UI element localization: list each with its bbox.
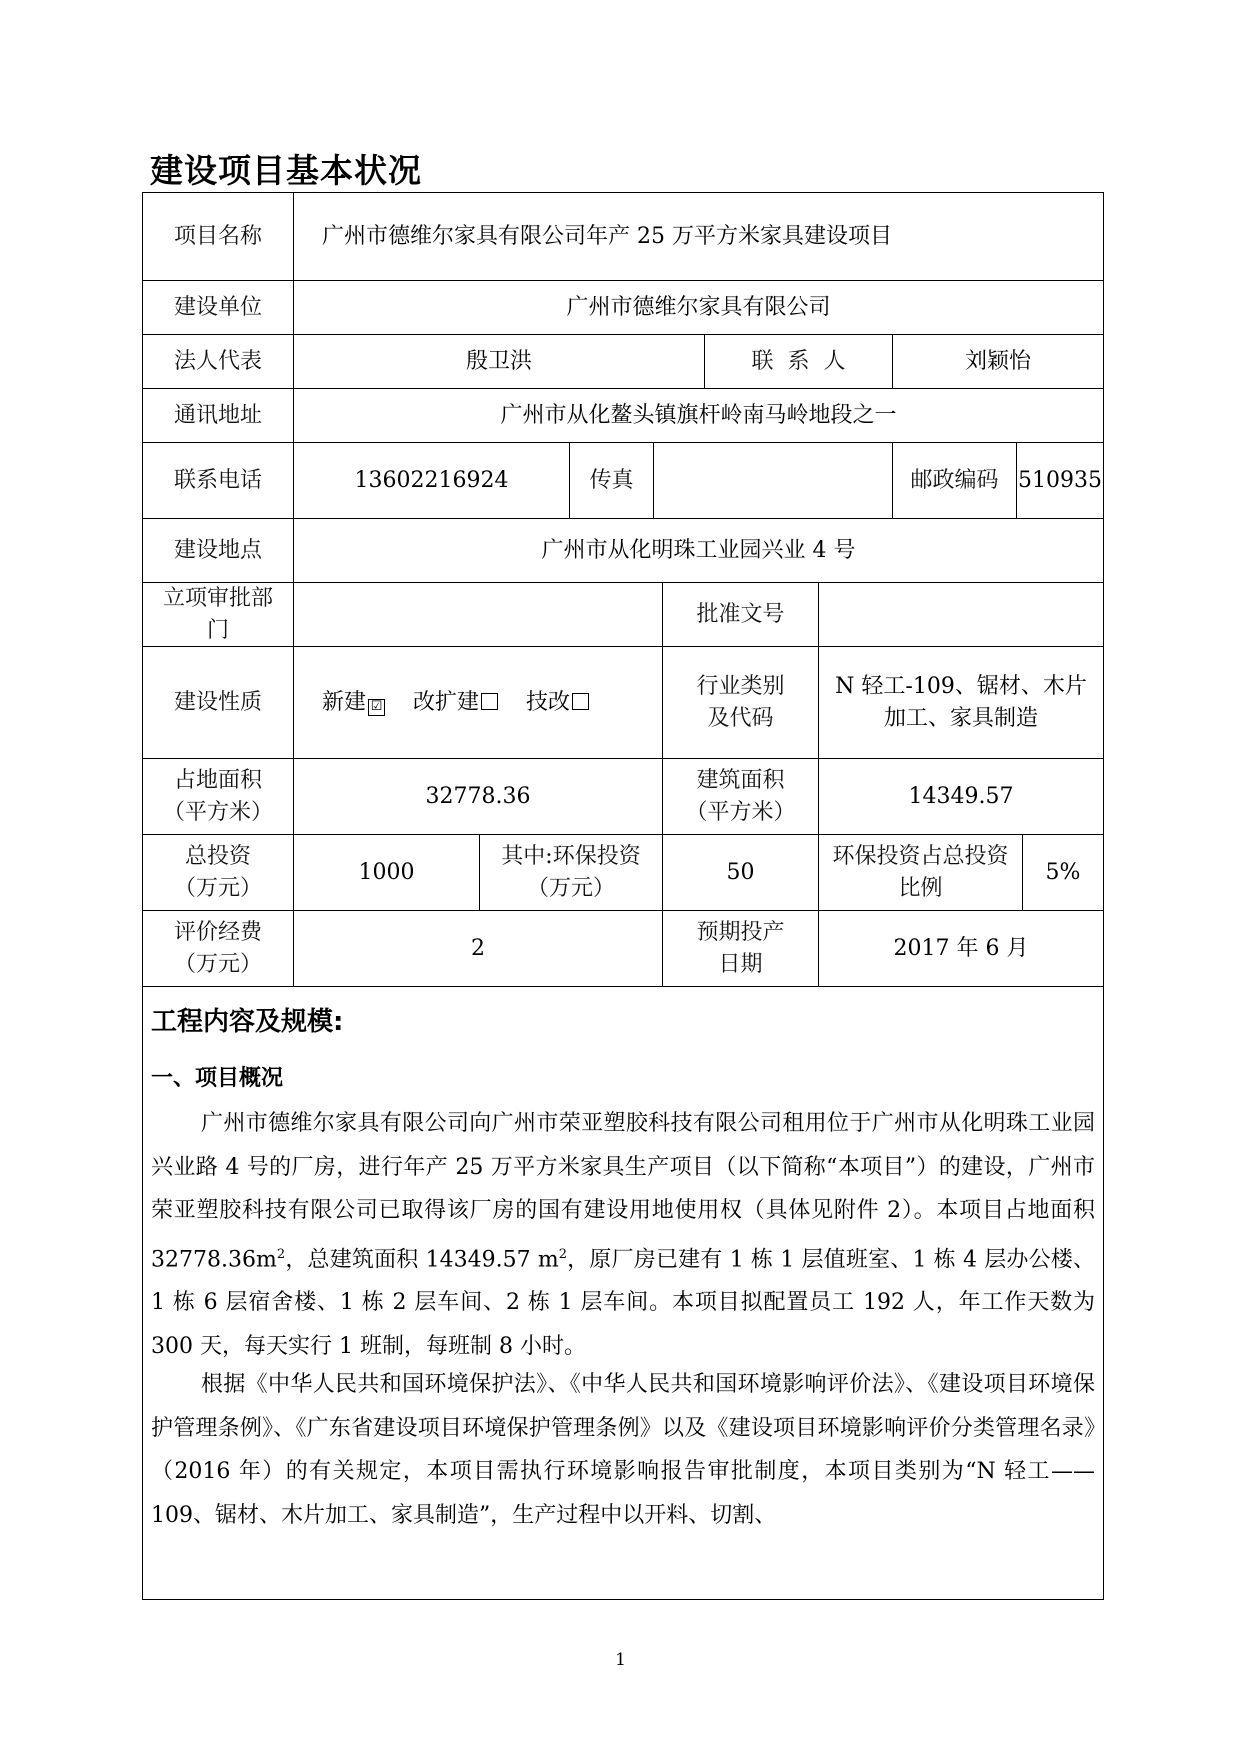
paragraph-overview <box>151 1102 1095 1368</box>
phone-value: 13602216924 <box>294 443 570 518</box>
env-investment-label: 其中:环保投资（万元） <box>480 835 663 910</box>
production-date-label: 预期投产日期 <box>663 911 819 986</box>
row-approval <box>143 583 1103 647</box>
postcode-value: 510935 <box>1018 467 1102 493</box>
row-builder <box>143 281 1103 335</box>
overview-text-a: 广州市德维尔家具有限公司向广州市荣亚塑胶科技有限公司租用位于广州市从化明珠工业园兴业路 4 号的厂房，进行年产 25 万平方米家具生产项目（以下简称“本项目”）的建设，广州市荣亚塑胶科技有限公司已取得该厂房的国有建设用地使用权（具体见附件 2）。本项目占地面积 32778.36m <box>151 1111 1095 1272</box>
building-area-label: 建筑面积（平方米） <box>663 759 819 834</box>
page-number: 1 <box>615 1650 626 1670</box>
building-area-value: 14349.57 <box>908 783 1014 809</box>
investment-label: 总投资（万元） <box>143 835 294 910</box>
row-address <box>143 389 1103 443</box>
address-label: 通讯地址 <box>143 389 294 442</box>
postcode-label: 邮政编码 <box>893 443 1017 518</box>
nature-label: 建设性质 <box>143 647 294 758</box>
option-new-checkbox[interactable]: ☑ <box>368 699 385 716</box>
option-tech[interactable] <box>526 687 589 719</box>
content-heading: 工程内容及规模: <box>151 1007 344 1037</box>
project-info-form <box>142 192 1104 1600</box>
paragraph-regulations: 根据《中华人民共和国环境保护法》、《中华人民共和国环境影响评价法》、《建设项目环境保护管理条例》、《广东省建设项目环境保护管理条例》以及《建设项目环境影响评价分类管理名录》（2016 年）的有关规定，本项目需执行环境影响报告审批制度，本项目类别为“N 轻工——109、锯材、木片加工、家具制造”，生产过程中以开料、切割、 <box>151 1372 1095 1528</box>
approval-doc-label: 批准文号 <box>663 583 819 646</box>
approval-label: 立项审批部门 <box>143 583 294 646</box>
fax-label: 传真 <box>570 443 654 518</box>
overview-text-b: ，总建筑面积 14349.57 m <box>285 1246 559 1272</box>
industry-value: N 轻工-109、锯材、木片加工、家具制造 <box>835 673 1087 731</box>
option-tech-checkbox[interactable] <box>572 693 589 710</box>
row-legal-rep <box>143 335 1103 389</box>
production-date-value: 2017 年 6 月 <box>893 935 1029 961</box>
env-ratio-label: 环保投资占总投资比例 <box>819 835 1023 910</box>
option-expand[interactable] <box>413 687 498 719</box>
fee-value: 2 <box>294 911 663 986</box>
approval-doc-value <box>819 583 1103 646</box>
row-project-name <box>143 193 1103 281</box>
phone-label: 联系电话 <box>143 443 294 518</box>
option-expand-label: 改扩建 <box>413 689 480 715</box>
row-investment <box>143 835 1103 911</box>
env-ratio-value: 5% <box>1045 859 1081 885</box>
address-value: 广州市从化鳌头镇旗杆岭南马岭地段之一 <box>500 402 897 428</box>
fee-label: 评价经费（万元） <box>143 911 294 986</box>
project-name-label: 项目名称 <box>143 193 294 280</box>
section-heading: 一、项目概况 <box>151 1066 284 1091</box>
contact-value: 刘颖怡 <box>964 348 1031 374</box>
fax-value <box>654 443 893 518</box>
legal-rep-label: 法人代表 <box>143 335 294 388</box>
page-title: 建设项目基本状况 <box>150 151 422 190</box>
legal-rep-value: 殷卫洪 <box>294 335 705 388</box>
option-expand-checkbox[interactable] <box>481 693 498 710</box>
approval-value <box>294 583 663 646</box>
project-name-value: 广州市德维尔家具有限公司年产 25 万平方米家具建设项目 <box>322 223 892 249</box>
site-label: 建设地点 <box>143 519 294 582</box>
land-area-label: 占地面积（平方米） <box>143 759 294 834</box>
builder-value: 广州市德维尔家具有限公司 <box>566 294 831 320</box>
row-phone <box>143 443 1103 519</box>
superscript-unit-a: 2 <box>276 1246 286 1262</box>
site-value: 广州市从化明珠工业园兴业 4 号 <box>541 537 856 563</box>
superscript-unit-b: 2 <box>558 1246 567 1262</box>
row-land <box>143 759 1103 835</box>
row-fee <box>143 911 1103 987</box>
builder-label: 建设单位 <box>143 281 294 334</box>
option-new[interactable] <box>322 687 385 719</box>
overview-text-c: ，原厂房已建有 1 栋 1 层值班室、1 栋 4 层办公楼、1 栋 6 层宿舍楼、1 栋 2 层车间、2 栋 1 层车间。本项目拟配置员工 192 人，年工作天数为 300 天，每天实行 1 班制，每班制 8 小时。 <box>151 1246 1095 1359</box>
investment-value: 1000 <box>294 835 480 910</box>
env-investment-value: 50 <box>663 835 819 910</box>
row-site <box>143 519 1103 583</box>
row-nature <box>143 647 1103 759</box>
nature-options <box>294 647 663 758</box>
contact-label: 联 系 人 <box>705 335 893 388</box>
option-tech-label: 技改 <box>526 689 571 715</box>
option-new-label: 新建 <box>322 689 367 715</box>
land-area-value: 32778.36 <box>294 759 663 834</box>
industry-label: 行业类别及代码 <box>663 647 819 758</box>
